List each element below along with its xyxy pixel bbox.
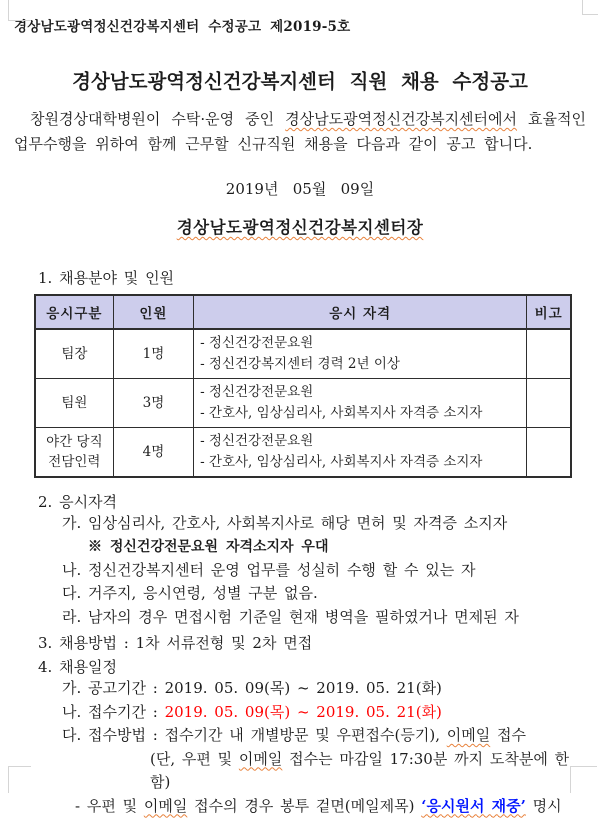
section-3-heading: 3. 채용방법 : 1차 서류전형 및 2차 면접 xyxy=(14,632,586,653)
qualification-line: - 정신건강전문요원 xyxy=(200,431,520,452)
submission-method-email-word: 이메일 xyxy=(447,726,490,744)
table-header-row xyxy=(35,295,571,329)
notice-period-label: 가. 공고기간 : xyxy=(62,679,165,697)
qualification-line: - 정신건강전문요원 xyxy=(200,382,520,403)
cell-count: 3명 xyxy=(113,379,193,428)
envelope-marking-note xyxy=(14,795,586,818)
envelope-note-post: 명시 xyxy=(526,797,562,815)
signer-title xyxy=(14,214,586,238)
deadline-note-post: 접수는 마감일 17:30분 까지 도착분에 한함) xyxy=(150,750,569,792)
envelope-note-mid: 접수의 경우 봉투 겉면(메일제목) xyxy=(187,797,421,815)
qualification-line: - 간호사, 임상심리사, 사회복지사 자격증 소지자 xyxy=(200,452,520,473)
application-period-label: 나. 접수기간 : xyxy=(62,703,165,721)
intro-text-post: 효율적인 업무수행을 위하여 함께 근무할 신규직원 채용을 다음과 같이 공고 합니다. xyxy=(14,110,586,153)
column-header-qualification: 응시 자격 xyxy=(194,295,527,329)
cell-category: 팀장 xyxy=(35,329,113,379)
envelope-note-email-word: 이메일 xyxy=(144,797,187,815)
cell-count: 1명 xyxy=(113,329,193,379)
doc-number: 경상남도광역정신건강복지센터 수정공고 제2019-5호 xyxy=(14,0,586,35)
intro-text-pre: 창원경상대학병원이 수탁·운영 중인 xyxy=(30,110,285,128)
envelope-note-pre: - 우편 및 xyxy=(75,797,144,815)
schedule-item-application-period xyxy=(14,701,586,725)
cell-note xyxy=(527,428,571,478)
submission-method-pre: 다. 접수방법 : 접수기간 내 개별방문 및 우편접수(등기), xyxy=(62,726,447,744)
page-corner-mark-top-left xyxy=(8,0,31,21)
cell-qualifications xyxy=(194,428,527,478)
recruitment-table xyxy=(34,294,572,478)
cell-category: 팀원 xyxy=(35,379,113,428)
section-2-heading: 2. 응시자격 xyxy=(14,491,586,512)
page-corner-mark-bottom-right xyxy=(570,766,597,793)
qualification-line: - 간호사, 임상심리사, 사회복지사 자격증 소지자 xyxy=(200,403,520,424)
qualification-item-na: 나. 정신건강복지센터 운영 업무를 성실히 수행 할 수 있는 자 xyxy=(14,559,586,583)
column-header-count: 인원 xyxy=(113,295,193,329)
cell-count: 4명 xyxy=(113,428,193,478)
schedule-item-notice-period xyxy=(14,677,586,701)
qualification-item-ga: 가. 임상심리사, 간호사, 사회복지사로 해당 면허 및 자격증 소지자 xyxy=(14,512,586,536)
column-header-note: 비고 xyxy=(527,295,571,329)
deadline-note-email-word: 이메일 xyxy=(239,750,282,768)
qualification-line: - 정신건강복지센터 경력 2년 이상 xyxy=(200,354,520,375)
intro-paragraph xyxy=(14,107,586,157)
table-row xyxy=(35,379,571,428)
qualification-item-ra: 라. 남자의 경우 면접시험 기준일 현재 병역을 필하였거나 면제된 자 xyxy=(14,606,586,630)
intro-text-spellchecked: 경상남도광역정신건강복지센터에서 xyxy=(285,110,517,128)
doc-title: 경상남도광역정신건강복지센터 직원 채용 수정공고 xyxy=(14,66,586,94)
preferred-qualification-note: ※ 정신건강전문요원 자격소지자 우대 xyxy=(14,536,586,559)
qualification-item-da: 다. 거주지, 응시연령, 성별 구분 없음. xyxy=(14,582,586,606)
section-4-heading: 4. 채용일정 xyxy=(14,656,586,677)
table-row xyxy=(35,329,571,379)
application-period-dates: 2019. 05. 09(목) ~ 2019. 05. 21(화) xyxy=(165,703,442,721)
column-header-category: 응시구분 xyxy=(35,295,113,329)
page-corner-mark-bottom-left xyxy=(8,766,31,793)
announcement-date: 2019년 05월 09일 xyxy=(14,178,586,199)
deadline-note-pre: (단, 우편 및 xyxy=(150,750,239,768)
schedule-item-submission-method xyxy=(14,724,586,748)
table-row xyxy=(35,428,571,478)
qualification-line: - 정신건강전문요원 xyxy=(200,333,520,354)
submission-deadline-note xyxy=(14,748,586,795)
submission-method-post: 접수 xyxy=(490,726,526,744)
envelope-marking-highlight: ‘응시원서 재중’ xyxy=(421,797,526,815)
cell-note xyxy=(527,379,571,428)
signer-title-text: 경상남도광역정신건강복지센터장 xyxy=(177,218,424,237)
page-corner-mark-top-right xyxy=(582,0,598,15)
cell-category: 야간 당직 전담인력 xyxy=(35,428,113,478)
cell-note xyxy=(527,329,571,379)
cell-qualifications xyxy=(194,379,527,428)
section-1-heading: 1. 채용분야 및 인원 xyxy=(14,267,586,288)
notice-period-dates: 2019. 05. 09(목) ~ 2019. 05. 21(화) xyxy=(165,679,442,697)
cell-qualifications xyxy=(194,329,527,379)
